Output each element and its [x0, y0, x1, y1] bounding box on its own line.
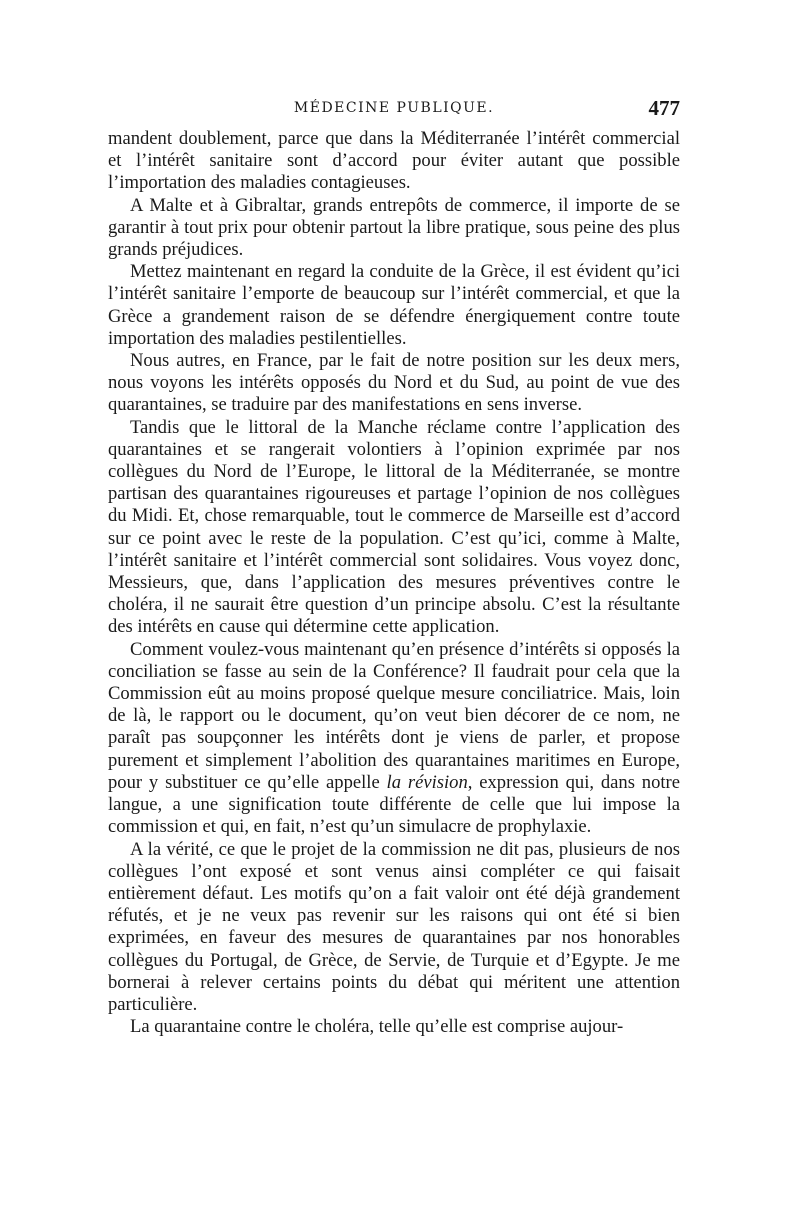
- paragraph-text: Comment voulez-vous maintenant qu’en présence d’intérêts si opposés la conciliation se fasse au sein de la Conférence? Il faudrait pour cela que la Commission eût au moins proposé quelque mesure conciliatrice. Mais, loin de là, le rapport ou le document, qu’on veut bien décorer de ce nom, ne paraît pas soupçonner les intérêts dont je viens de parler, et propose purement et simplement l’abolition des quarantaines maritimes en Europe, pour y substituer ce qu’elle appelle: [108, 638, 680, 793]
- paragraph: La quarantaine contre le choléra, telle qu’elle est comprise aujour-: [130, 1016, 624, 1038]
- running-title: MÉDECINE PUBLIQUE.: [293, 100, 495, 116]
- paragraph: Tandis que le littoral de la Manche réclame contre l’application des quarantaines et se rangerait volontiers à l’opinion exprimée par nos collègues du Nord de l’Europe, le littoral de la Méditerranée, se montre partisan des quarantaines rigoureuses et partage l’opinion de nos collègues du Midi. Et, chose remarquable, tout le commerce de Marseille est d’accord sur ce point avec le reste de la population. C’est qu’ici, comme à Malte, l’intérêt sanitaire et l’intérêt commercial sont solidaires. Vous voyez donc, Messieurs, que, dans l’application des mesures préventives contre le choléra, il ne saurait être question d’un principe absolu. C’est la résultante des intérêts en cause qui détermine cette application.: [108, 416, 680, 638]
- body-text: [108, 128, 680, 1038]
- paragraph: Nous autres, en France, par le fait de notre position sur les deux mers, nous voyons les intérêts opposés du Nord et du Sud, au point de vue des quarantaines, se traduire par des manifestations en sens inverse.: [108, 350, 680, 416]
- paragraph: mandent doublement, parce que dans la Méditerranée l’intérêt commercial et l’intérêt sanitaire sont d’accord pour éviter autant que possible l’importation des maladies contagieuses.: [108, 128, 680, 194]
- paragraph: Mettez maintenant en regard la conduite de la Grèce, il est évident qu’ici l’intérêt sanitaire l’emporte de beaucoup sur l’intérêt commercial, et que la Grèce a grandement raison de se défendre énergiquement contre toute importation des maladies pestilentielles.: [108, 261, 680, 349]
- italic-term: la révision: [386, 771, 468, 793]
- paragraph: A Malte et à Gibraltar, grands entrepôts de commerce, il importe de se garantir à tout prix pour obtenir partout la libre pratique, sous peine des plus grands préjudices.: [108, 194, 680, 261]
- paragraph-text: , expression qui, dans notre langue, a une signification toute différente de celle que lui impose la commission et qui, en fait, n’est qu’un simulacre de prophylaxie.: [108, 771, 680, 838]
- page-number: 477: [648, 96, 680, 120]
- paragraph: [108, 639, 680, 839]
- running-header: [108, 98, 680, 122]
- paragraph: A la vérité, ce que le projet de la commission ne dit pas, plusieurs de nos collègues l’ont exposé et sont venus ainsi compléter ce qui faisait entièrement défaut. Les motifs qu’on a fait valoir ont été déjà grandement réfutés, et je ne veux pas revenir sur les raisons qui ont été si bien exprimées, en faveur des mesures de quarantaines par nos honorables collègues du Portugal, de Grèce, de Servie, de Turquie et d’Egypte. Je me bornerai à relever certains points du débat qui méritent une attention particulière.: [108, 838, 680, 1015]
